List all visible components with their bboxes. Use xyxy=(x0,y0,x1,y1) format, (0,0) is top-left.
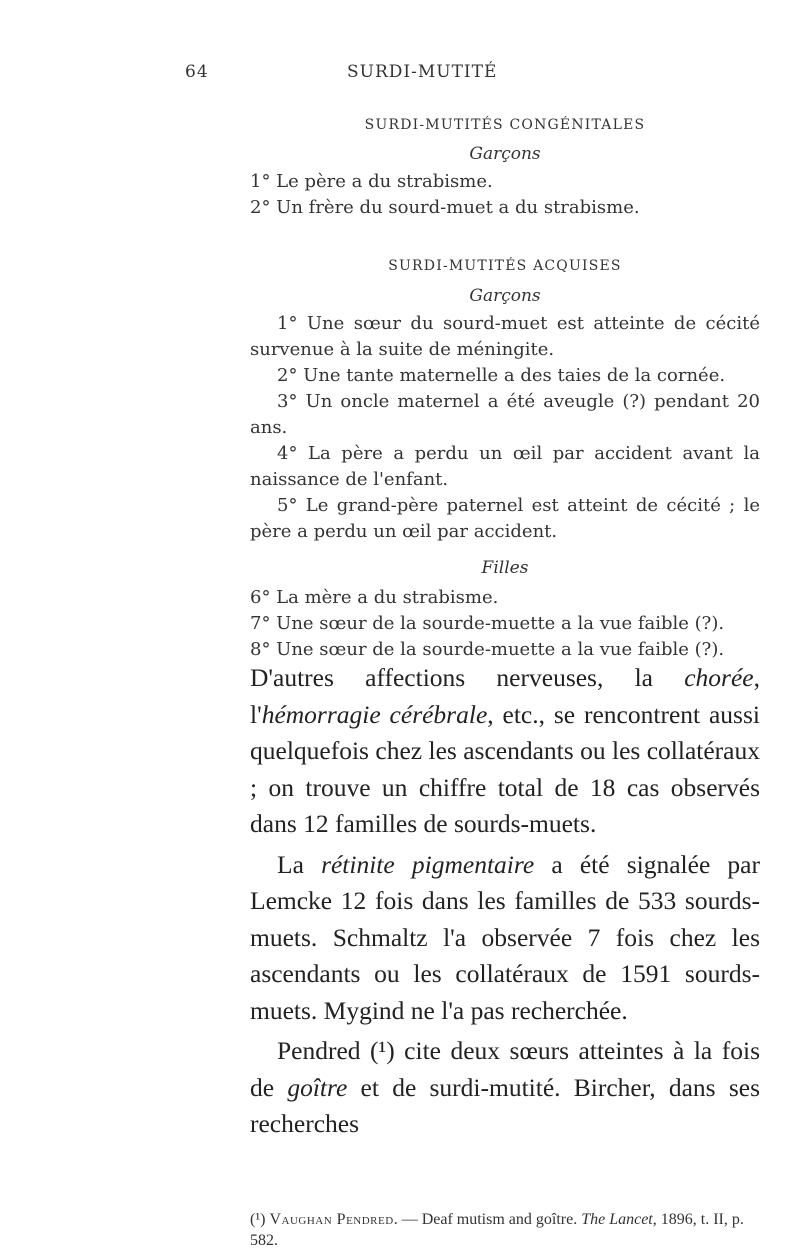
section-heading-acquired: SURDI-MUTITÉS ACQUISES xyxy=(388,258,622,274)
footnote: (¹) Vaughan Pendred. — Deaf mutism and goître. The Lancet, 1896, t. II, p. 582. xyxy=(250,1211,744,1249)
list-item: 2° Une tante maternelle a des taies de la cornée. xyxy=(277,365,726,386)
footnote-author: Vaughan Pendred xyxy=(269,1211,394,1228)
list-item: 6° La mère a du strabisme. xyxy=(250,587,499,608)
main-text xyxy=(250,660,760,1143)
paragraph-nervous-affections: D'autres affections nerveuses, la chorée, l'hémorragie cérébrale, etc., se rencontrent aussi quelquefois chez les ascendants ou les collatéraux ; on trouve un chiffre total de 18 cas observés dans 12 familles de sourds-muets. xyxy=(250,663,760,838)
congenital-section xyxy=(250,112,760,221)
list-item: 8° Une sœur de la sourde-muette a la vue faible (?). xyxy=(250,639,725,660)
section-heading-congenital: SURDI-MUTITÉS CONGÉNITALES xyxy=(364,117,646,133)
list-item: 1° Le père a du strabisme. xyxy=(250,171,493,192)
paragraph-retinitis: La rétinite pigmentaire a été signalée par Lemcke 12 fois dans les familles de 533 sourds-muets. Schmaltz l'a observée 7 fois chez les ascendants ou les collatéraux de 1591 sourds-muets. Mygind ne l'a pas recherchée. xyxy=(250,849,760,1025)
list-item: 5° Le grand-père paternel est atteint de cécité ; le père a perdu un œil par accident. xyxy=(250,495,760,542)
subheading-boys-acquired: Garçons xyxy=(469,286,541,306)
list-item: 2° Un frère du sourd-muet a du strabisme. xyxy=(250,197,640,218)
acquired-section xyxy=(250,253,760,663)
subheading-girls: Filles xyxy=(481,558,529,578)
subheading-boys-congenital: Garçons xyxy=(469,144,541,164)
page-number: 64 xyxy=(185,62,209,82)
list-item: 1° Une sœur du sourd-muet est atteinte de cécité survenue à la suite de méningite. xyxy=(250,313,760,360)
running-title: SURDI-MUTITÉ xyxy=(347,62,498,82)
list-item: 4° La père a perdu un œil par accident avant la naissance de l'enfant. xyxy=(250,443,760,490)
list-item: 7° Une sœur de la sourde-muette a la vue faible (?). xyxy=(250,613,725,634)
paragraph-goitre: Pendred (¹) cite deux sœurs atteintes à la fois de goître et de surdi-mutité. Bircher, dans ses recherches xyxy=(250,1036,761,1138)
list-item: 3° Un oncle maternel a été aveugle (?) pendant 20 ans. xyxy=(250,391,760,438)
footnote-journal: The Lancet xyxy=(581,1211,653,1228)
